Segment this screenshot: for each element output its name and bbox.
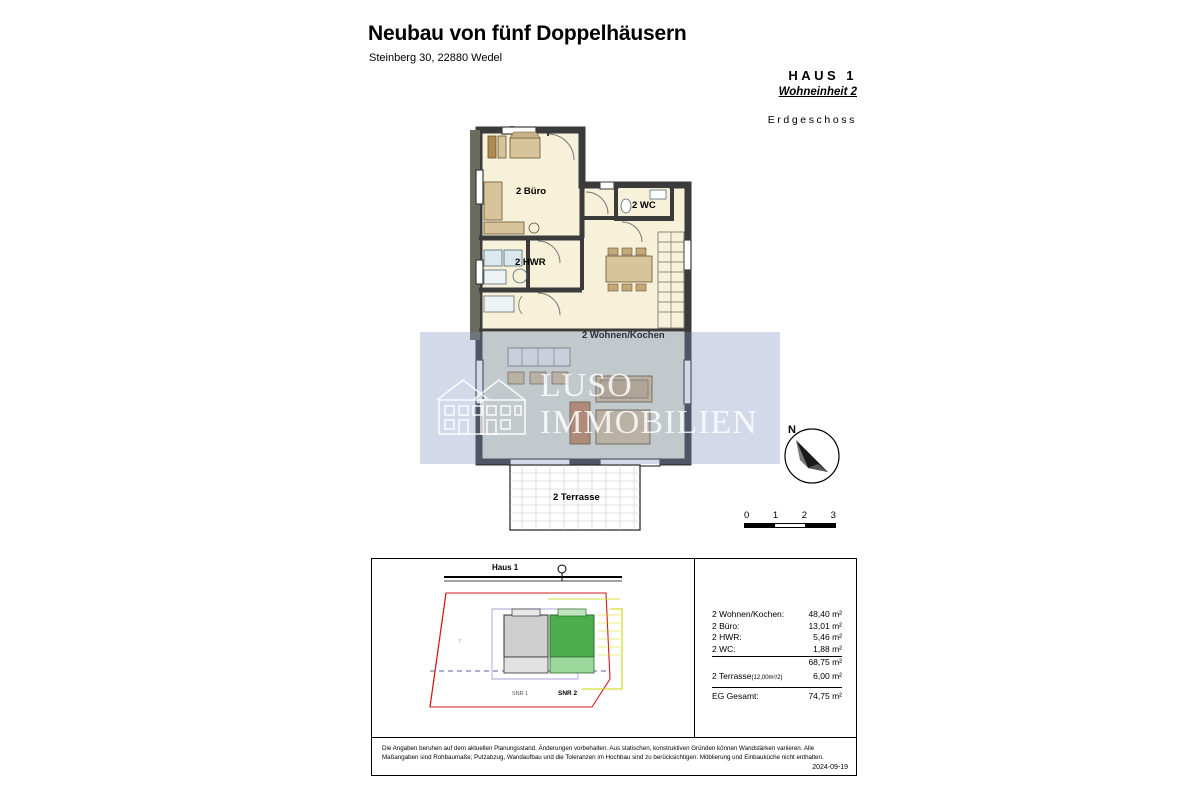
- haus-label: HAUS 1: [788, 68, 857, 83]
- svg-text:N: N: [788, 424, 796, 436]
- disclaimer-text: Die Angaben beruhen auf dem aktuellen Planungsstand. Änderungen vorbehalten. Aus statischen, konstruktiven Gründen können Wandstärken variieren. Alle Maßangaben sind Rohbaumaße; Putzabzug, Wandaufbau und die Toleranzen im Hochbau sind zu berücksichtigen. Möblierung und Einbauküche nicht enthalten.: [382, 745, 824, 761]
- area-subtotal-value: 68,75 m²: [808, 657, 842, 667]
- terrasse-note: (12,00m²/2): [751, 674, 783, 681]
- area-value-terrasse: 6,00 m²: [813, 670, 842, 681]
- panel-vertical-divider: [694, 559, 695, 737]
- watermark-line-2: IMMOBILIEN: [540, 403, 758, 441]
- disclaimer-block: [382, 745, 848, 773]
- scale-tick-2: 2: [801, 510, 808, 521]
- svg-text:SNR 1: SNR 1: [512, 691, 529, 697]
- svg-text:SNR 2: SNR 2: [558, 690, 578, 697]
- area-row-terrasse: [712, 671, 842, 685]
- scale-tick-1: 1: [772, 510, 779, 521]
- scale-tick-3: 3: [830, 510, 836, 521]
- disclaimer-date: 2024-09-19: [812, 764, 848, 771]
- page-title: Neubau von fünf Doppelhäusern: [368, 22, 687, 45]
- room-label-wohnen-kochen: 2 Wohnen/Kochen: [582, 330, 665, 341]
- area-subtotal-divider: [712, 656, 842, 669]
- page-subtitle: Steinberg 30, 22880 Wedel: [369, 52, 503, 64]
- area-label: 2 HWR:: [712, 632, 742, 642]
- area-total-value: 74,75 m²: [808, 691, 842, 701]
- compass-rose-icon: [778, 420, 846, 488]
- bottom-info-panel: [371, 558, 857, 776]
- area-total-label: EG Gesamt:: [712, 691, 759, 701]
- terrasse-label-text: 2 Terrasse: [712, 670, 752, 681]
- room-label-hwr: 2 HWR: [515, 257, 546, 268]
- area-label: 2 WC:: [712, 643, 736, 654]
- watermark-line-1: LUSO: [540, 367, 633, 404]
- area-row: [712, 621, 842, 633]
- room-label-buero: 2 Büro: [516, 186, 547, 197]
- area-row: [712, 609, 842, 621]
- area-value: 13,01 m²: [808, 620, 842, 631]
- area-value: 1,88 m²: [813, 643, 842, 654]
- area-row: [712, 644, 842, 656]
- area-total-divider: [712, 687, 842, 703]
- area-row: [712, 632, 842, 644]
- room-label-wc: 2 WC: [632, 200, 656, 211]
- area-label: 2 Wohnen/Kochen:: [712, 609, 785, 619]
- site-plan-drawing: [372, 559, 694, 737]
- area-table: [712, 609, 842, 703]
- area-value: 48,40 m²: [808, 609, 842, 619]
- wohneinheit-label: Wohneinheit 2: [778, 86, 857, 98]
- scale-bar-graphic: [744, 523, 836, 528]
- scale-tick-0: 0: [744, 510, 750, 521]
- geschoss-label: Erdgeschoss: [767, 114, 857, 126]
- room-label-terrasse: 2 Terrasse: [553, 492, 600, 503]
- siteplan-haus-label: Haus 1: [492, 563, 519, 572]
- scale-bar: [744, 510, 836, 528]
- area-label: 2 Büro:: [712, 620, 740, 631]
- area-row-total: [712, 691, 842, 703]
- area-value: 5,46 m²: [813, 632, 842, 642]
- area-label-terrasse: [712, 671, 783, 685]
- panel-horizontal-divider: [372, 737, 856, 738]
- svg-text:7: 7: [458, 639, 461, 645]
